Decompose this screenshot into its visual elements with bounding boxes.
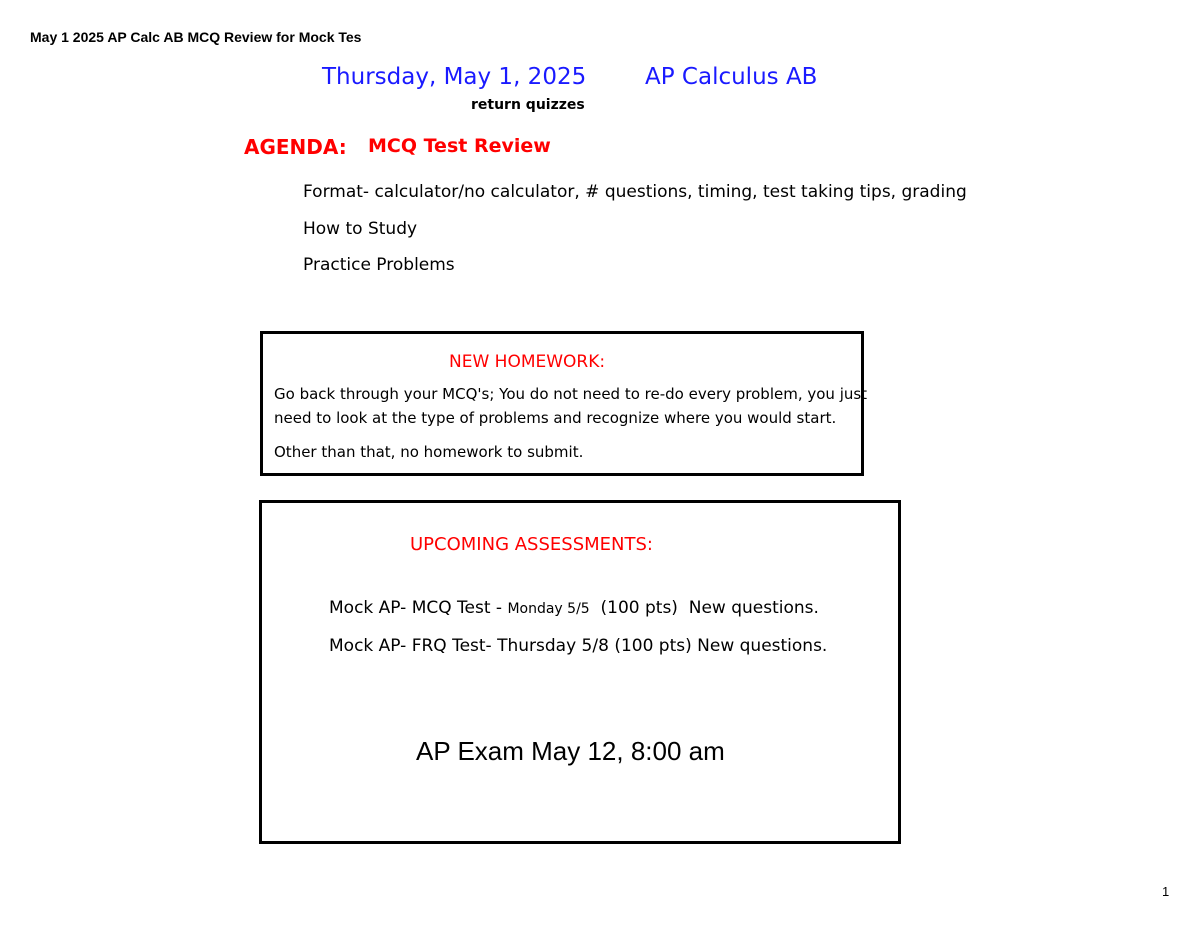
homework-title: NEW HOMEWORK: (449, 352, 606, 372)
ap-exam-date: AP Exam May 12, 8:00 am (416, 736, 725, 766)
page-title-date: Thursday, May 1, 2025 (322, 64, 587, 90)
document-header: May 1 2025 AP Calc AB MCQ Review for Mock Tes (30, 29, 362, 45)
page-title-course: AP Calculus AB (645, 64, 818, 90)
assessment-mcq (329, 598, 819, 618)
assessment-mcq-day: Monday 5/5 (507, 601, 590, 617)
assessment-mcq-prefix: Mock AP- MCQ Test - (329, 598, 508, 618)
agenda-item-study: How to Study (303, 219, 418, 239)
page-number: 1 (1162, 884, 1170, 899)
agenda-topic: MCQ Test Review (368, 135, 551, 157)
homework-box (260, 331, 868, 476)
assessment-mcq-suffix: (100 pts) New questions. (589, 598, 819, 618)
assessments-title: UPCOMING ASSESSMENTS: (410, 534, 653, 555)
assessment-frq: Mock AP- FRQ Test- Thursday 5/8 (100 pts) New questions. (329, 636, 828, 656)
agenda-item-practice: Practice Problems (303, 255, 455, 275)
homework-line-2: need to look at the type of problems and recognize where you would start. (274, 409, 837, 427)
homework-line-3: Other than that, no homework to submit. (274, 443, 584, 461)
homework-line-1: Go back through your MCQ's; You do not need to re-do every problem, you just (274, 385, 868, 403)
assessments-box (259, 500, 901, 844)
page-subtitle: return quizzes (471, 97, 585, 113)
agenda-label: AGENDA: (244, 135, 347, 159)
agenda-item-format: Format- calculator/no calculator, # questions, timing, test taking tips, grading (303, 182, 967, 202)
